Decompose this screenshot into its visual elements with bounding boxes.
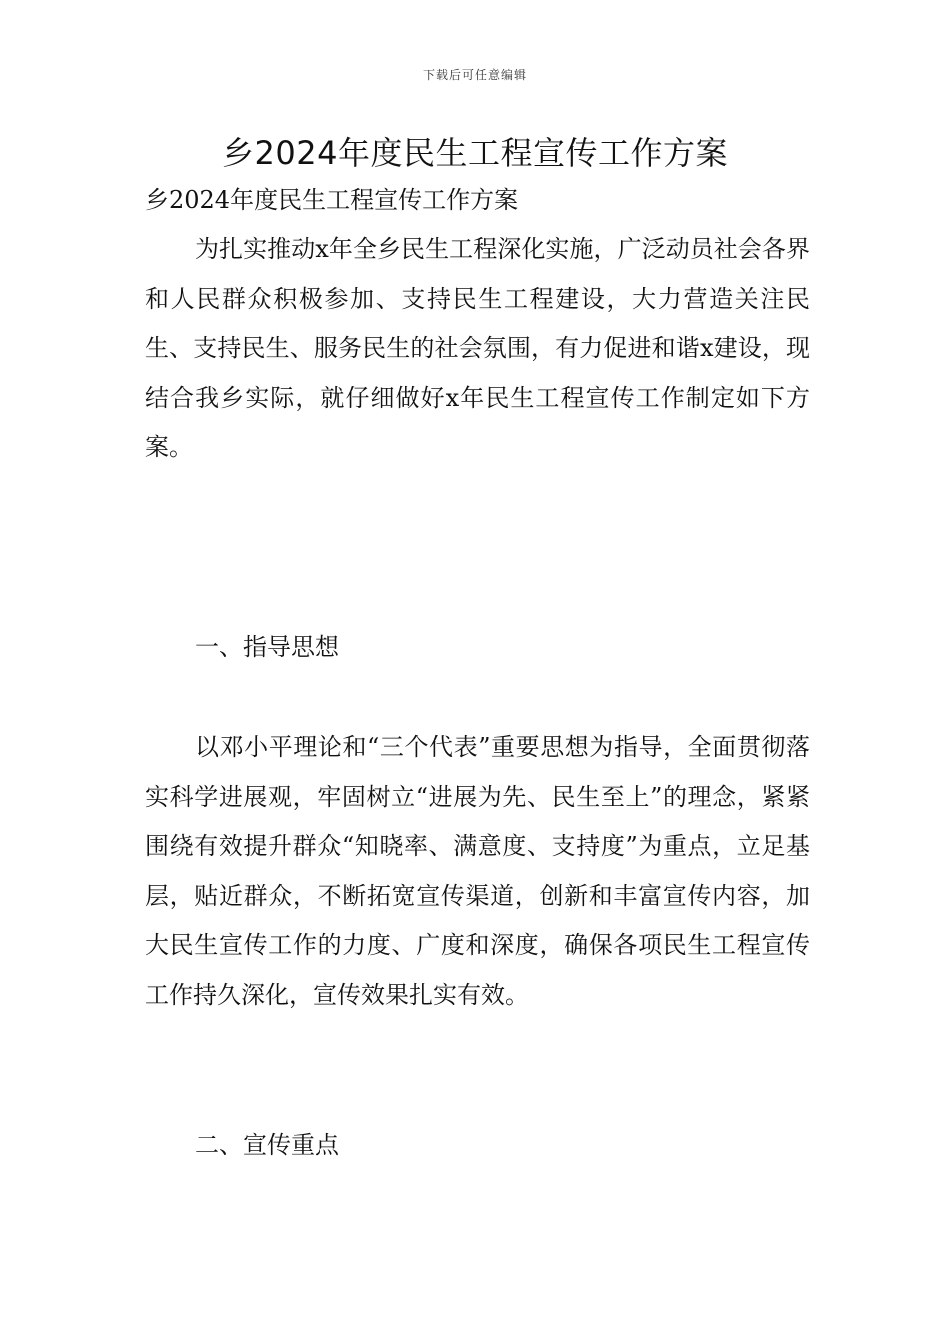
- section-heading-guiding-thought: 一、指导思想: [195, 633, 339, 661]
- guiding-thought-paragraph: 以邓小平理论和“三个代表”重要思想为指导，全面贯彻落实科学进展观，牢固树立“进展为先、民生至上”的理念，紧紧围绕有效提升群众“知晓率、满意度、支持度”为重点，立足基层，贴近群众，不断拓宽宣传渠道，创新和丰富宣传内容，加大民生宣传工作的力度、广度和深度，确保各项民生工程宣传工作持久深化，宣传效果扎实有效。: [145, 733, 810, 1009]
- intro-paragraph: 为扎实推动x年全乡民生工程深化实施，广泛动员社会各界和人民群众积极参加、支持民生工程建设，大力营造关注民生、支持民生、服务民生的社会氛围，有力促进和谐x建设，现结合我乡实际，就仔细做好x年民生工程宣传工作制定如下方案。: [145, 235, 810, 462]
- document-subtitle: 乡2024年度民生工程宣传工作方案: [145, 186, 519, 214]
- section-heading-publicity-focus: 二、宣传重点: [195, 1131, 339, 1159]
- document-title: 乡2024年度民生工程宣传工作方案: [222, 134, 728, 172]
- header-note: 下载后可任意编辑: [422, 68, 527, 82]
